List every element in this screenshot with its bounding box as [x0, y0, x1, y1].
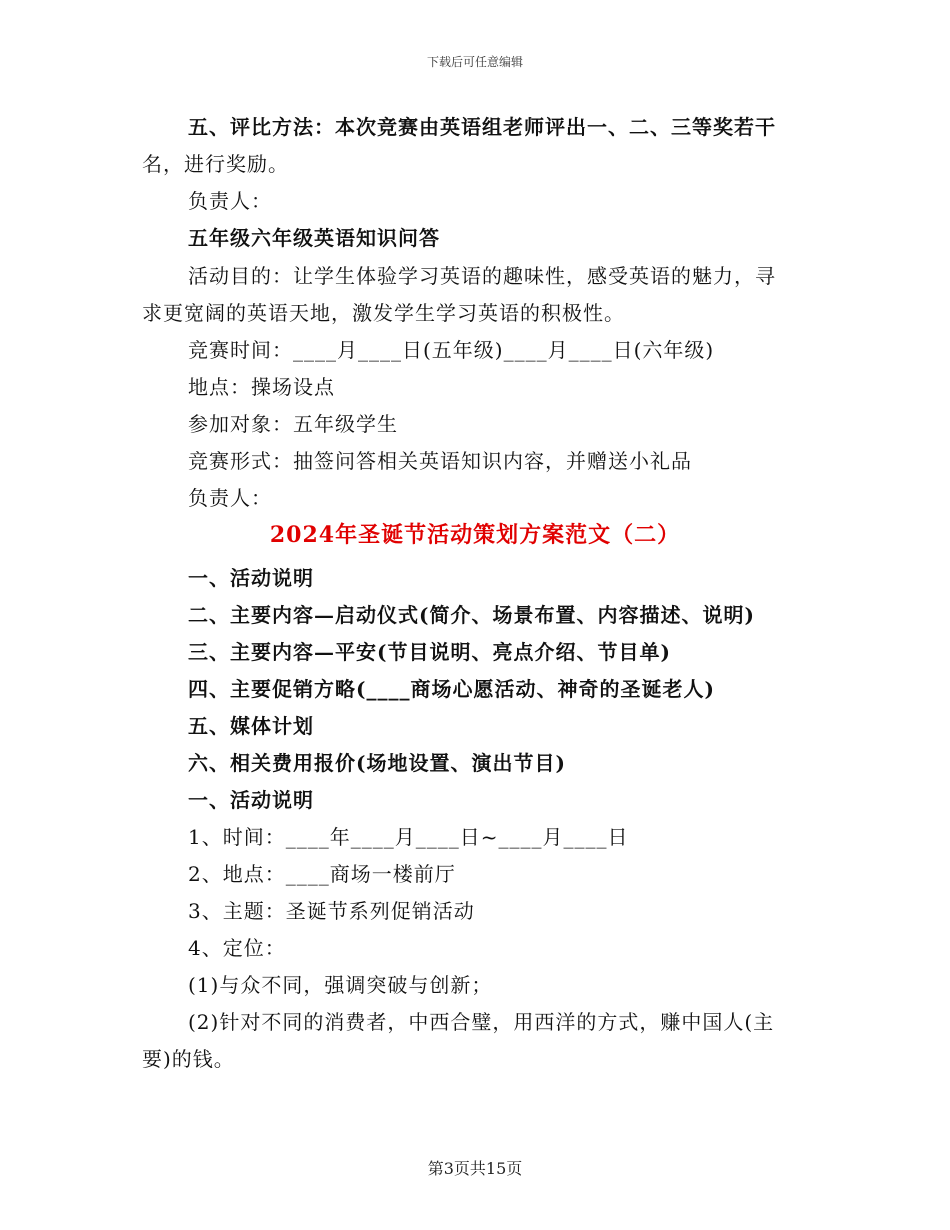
- participants: 参加对象：五年级学生: [188, 412, 398, 436]
- activity-purpose: 活动目的：让学生体验学习英语的趣味性，感受英语的魅力，寻: [188, 264, 776, 288]
- section-heading-1: 一、活动说明: [188, 788, 314, 812]
- toc-item-1: 一、活动说明: [188, 566, 314, 590]
- positioning-point-1: (1)与众不同，强调突破与创新；: [188, 973, 493, 997]
- page-number: 第3页共15页: [427, 1159, 523, 1178]
- toc-item-5: 五、媒体计划: [188, 714, 314, 738]
- section-5-evaluation: 五、评比方法：本次竞赛由英语组老师评出一、二、三等奖若干: [188, 115, 776, 139]
- competition-time: 竞赛时间：____月____日(五年级)____月____日(六年级): [188, 338, 715, 362]
- document-title: 2024年圣诞节活动策划方案范文（二）: [269, 522, 681, 548]
- detail-theme: 3、主题：圣诞节系列促销活动: [188, 899, 475, 923]
- toc-item-2: 二、主要内容—启动仪式(简介、场景布置、内容描述、说明): [188, 603, 755, 627]
- page-header: 下载后可任意编辑: [426, 55, 523, 69]
- paragraph-continuation: 名，进行奖励。: [142, 152, 289, 176]
- responsible-person: 负责人：: [188, 486, 272, 510]
- responsible-person: 负责人：: [188, 189, 272, 213]
- toc-item-4: 四、主要促销方略(____商场心愿活动、神奇的圣诞老人): [188, 677, 715, 701]
- location: 地点：操场设点: [188, 375, 335, 399]
- paragraph-continuation: 求更宽阔的英语天地，激发学生学习英语的积极性。: [142, 301, 625, 325]
- detail-positioning: 4、定位：: [188, 936, 286, 960]
- detail-location: 2、地点：____商场一楼前厅: [188, 862, 456, 886]
- detail-time: 1、时间：____年____月____日~____月____日: [188, 825, 629, 849]
- paragraph-continuation: 要)的钱。: [142, 1047, 235, 1071]
- toc-item-3: 三、主要内容—平安(节目说明、亮点介绍、节目单): [188, 640, 671, 664]
- subheading-quiz: 五年级六年级英语知识问答: [188, 226, 440, 250]
- positioning-point-2: (2)针对不同的消费者，中西合璧，用西洋的方式，赚中国人(主: [188, 1010, 775, 1034]
- competition-format: 竞赛形式：抽签问答相关英语知识内容，并赠送小礼品: [188, 449, 692, 473]
- toc-item-6: 六、相关费用报价(场地设置、演出节目): [188, 751, 566, 775]
